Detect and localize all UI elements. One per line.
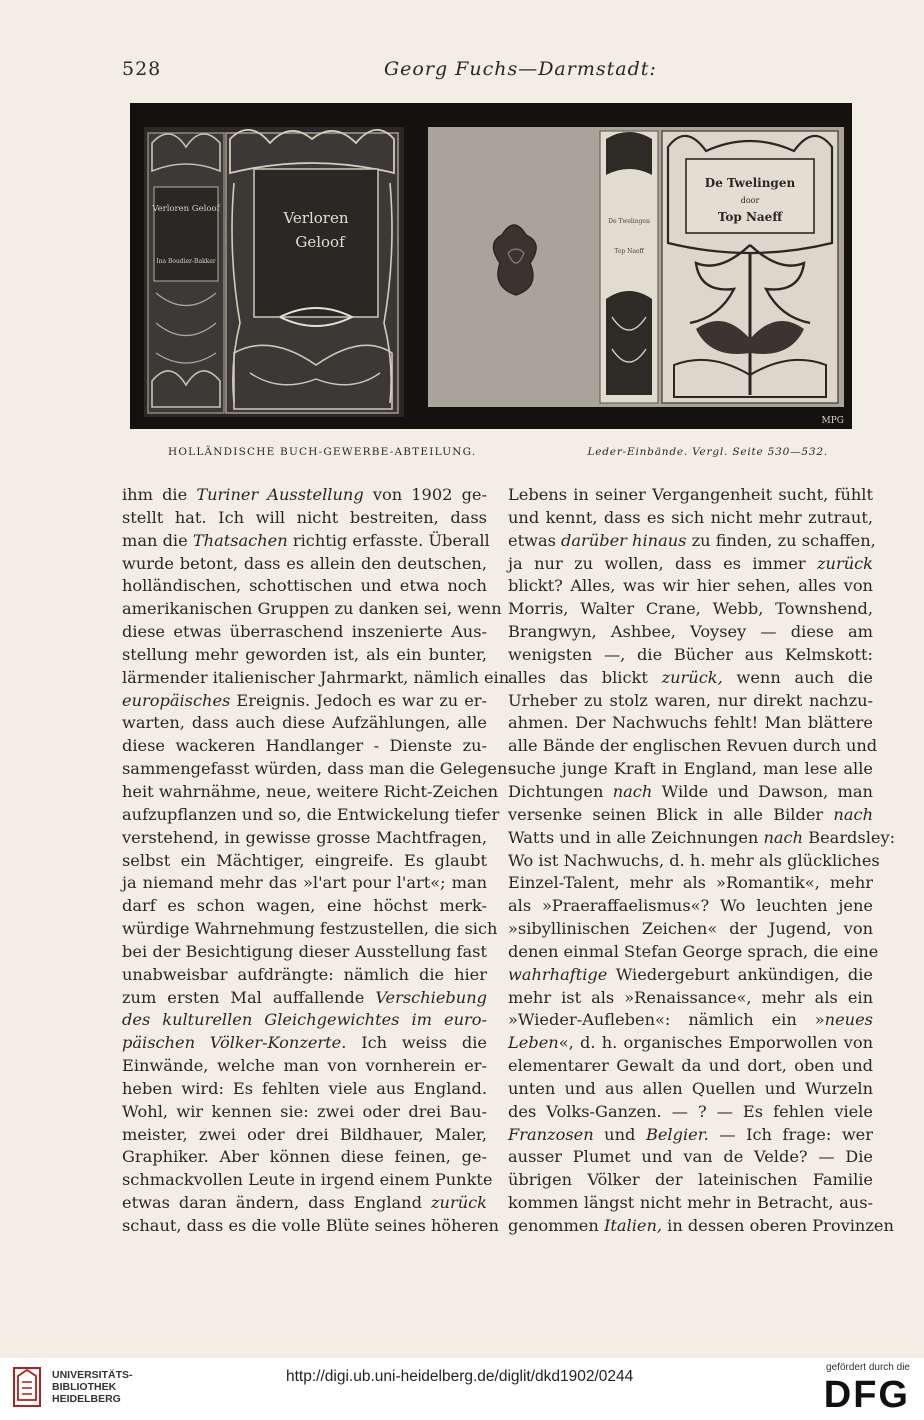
text-run: Ereignis. Jedoch es war zu er-: [230, 690, 487, 710]
text-line: [122, 1055, 487, 1078]
book2-title-line2: door: [740, 196, 760, 205]
funding-note: gefördert durch die: [826, 1362, 910, 1373]
text-run: — Ich frage: wer: [708, 1124, 873, 1144]
text-run: darf es schon wagen, eine höchst merk-: [122, 896, 487, 916]
book-back-cover: [434, 131, 596, 403]
text-line: [122, 758, 513, 781]
plate-caption: [168, 446, 828, 462]
text-run: würdige Wahrnehmung festzustellen, die sich: [122, 919, 498, 939]
text-line: [508, 758, 873, 781]
text-line: [122, 644, 487, 667]
library-name-line2: BIBLIOTHEK: [52, 1381, 117, 1393]
book-cover-de-twelingen: [662, 131, 838, 403]
text-run: lärmender italienischer Jahrmarkt, nämlich ein: [122, 667, 510, 687]
text-run: ja niemand mehr das »l'art pour l'art«; man: [122, 873, 487, 893]
dfg-logo: DFG: [823, 1374, 910, 1416]
text-line: [122, 575, 487, 598]
text-run: genommen: [508, 1216, 604, 1235]
text-line: [508, 850, 880, 873]
text-run: etwas daran ändern, dass England: [122, 1193, 431, 1213]
text-run: zum ersten Mal auffallende: [122, 987, 376, 1007]
book2-title-line1: De Twelingen: [704, 176, 796, 190]
text-line: [508, 1192, 873, 1215]
italic-run: päischen Völker-Konzerte.: [122, 1033, 347, 1053]
text-run: sammengefasst würden, dass man die Gelegen-: [122, 759, 513, 779]
text-run: Beardsley:: [803, 827, 896, 847]
text-run: verstehend, in gewisse grosse Machtfragen,: [122, 827, 487, 847]
text-line: [122, 1101, 487, 1124]
text-line: [508, 781, 873, 804]
text-run: unten und aus allen Quellen und Wurzeln: [508, 1078, 873, 1098]
text-line: [508, 804, 873, 827]
text-run: Wiedergeburt ankündigen, die: [607, 964, 873, 984]
book2-title-line3: Top Naeff: [717, 210, 783, 224]
italic-run: europäisches: [122, 690, 231, 710]
italic-run: Franzosen: [508, 1124, 594, 1144]
text-run: bei der Besichtigung dieser Ausstellung fast: [122, 941, 487, 961]
text-run: schaut, dass es die volle Blüte seines höheren: [122, 1216, 499, 1235]
text-line: [508, 530, 876, 553]
text-line: [508, 987, 873, 1010]
text-line: [122, 895, 487, 918]
text-line: [122, 1078, 487, 1101]
text-line: [122, 850, 487, 873]
text-run: blickt? Alles, was wir hier sehen, alles von: [508, 576, 873, 596]
text-run: Ich weiss die: [346, 1033, 487, 1053]
text-run: ausser Plumet und van de Velde? — Die: [508, 1147, 873, 1167]
page-header: [122, 58, 802, 88]
text-run: diese wackeren Handlanger - Dienste zu-: [122, 736, 487, 756]
text-run: und kennt, dass es sich nicht mehr zutraut,: [508, 507, 873, 527]
text-run: richtig erfasste. Überall: [287, 530, 490, 550]
text-run: Urheber zu stolz waren, nur direkt nachzu-: [508, 690, 873, 710]
text-run: ahmen. Der Nachwuchs fehlt! Man blättere: [508, 713, 873, 733]
text-run: denen einmal Stefan George sprach, die eine: [508, 941, 879, 961]
text-line: [122, 1146, 487, 1169]
text-line: [122, 484, 487, 507]
text-line: [122, 735, 487, 758]
text-run: Wilde und Dawson, man: [652, 781, 873, 801]
text-line: [508, 1215, 894, 1238]
text-column-left: [122, 484, 513, 1238]
italic-run: Belgier.: [645, 1124, 709, 1144]
text-run: wenn auch die: [722, 667, 873, 687]
svg-text:Top Naeff: Top Naeff: [614, 248, 644, 255]
text-line: [122, 553, 487, 576]
text-run: übrigen Völker der lateinischen Familie: [508, 1170, 873, 1190]
text-line: [508, 1078, 873, 1101]
italic-run: nach: [833, 804, 873, 824]
italic-run: Turiner Ausstellung: [196, 485, 364, 504]
text-line: [122, 781, 499, 804]
text-run: mehr ist als »Renaissance«, mehr als ein: [508, 987, 873, 1007]
text-line: [122, 964, 487, 987]
text-run: Graphiker. Aber können diese feinen, ge-: [122, 1147, 487, 1167]
text-run: Dichtungen: [508, 781, 613, 801]
text-run: kommen längst nicht mehr in Betracht, aus-: [508, 1193, 873, 1213]
text-line: [122, 1192, 487, 1215]
italic-run: neues: [824, 1010, 873, 1030]
text-line: [122, 1169, 493, 1192]
illustration-plate: [130, 103, 852, 429]
text-run: »sibyllinischen Zeichen« der Jugend, von: [508, 919, 873, 939]
text-run: Lebens in seiner Vergangenheit sucht, fühlt: [508, 485, 873, 504]
text-line: [122, 690, 487, 713]
italic-run: wahrhaftige: [508, 964, 608, 984]
text-run: etwas: [508, 530, 562, 550]
text-run: wurde betont, dass es allein den deutschen,: [122, 553, 487, 573]
text-line: [122, 872, 487, 895]
text-run: Morris, Walter Crane, Webb, Townshend,: [508, 599, 873, 619]
text-run: und: [593, 1124, 646, 1144]
text-line: [122, 827, 487, 850]
caption-right: Leder-Einbände. Vergl. Seite 530—532.: [587, 446, 828, 458]
text-run: alle Bände der englischen Revuen durch und: [508, 736, 878, 756]
text-line: [508, 964, 873, 987]
text-line: [508, 621, 873, 644]
svg-text:De Twelingen: De Twelingen: [608, 218, 650, 225]
page-number: 528: [122, 58, 162, 80]
book-spine-left: [148, 133, 224, 413]
text-run: suche junge Kraft in England, man lese alle: [508, 759, 873, 779]
text-column-right: [508, 484, 896, 1238]
text-run: Watts und in alle Zeichnungen: [508, 827, 764, 847]
text-line: [122, 712, 487, 735]
text-line: [122, 1124, 487, 1147]
text-run: »Wieder-Aufleben«: nämlich ein »: [508, 1010, 825, 1030]
text-line: [508, 712, 873, 735]
text-run: zu finden, zu schaffen,: [686, 530, 876, 550]
university-library-logo-icon: [12, 1366, 42, 1408]
text-line: [122, 1215, 499, 1238]
text-line: [508, 941, 879, 964]
text-line: [508, 553, 873, 576]
text-run: von 1902 ge-: [363, 485, 487, 504]
text-line: [508, 1032, 873, 1055]
text-line: [508, 827, 896, 850]
engraver-signature: MPG: [821, 416, 844, 426]
text-run: diese etwas überraschend inszenierte Aus-: [122, 622, 487, 642]
text-run: schmackvollen Leute in irgend einem Punkte: [122, 1170, 493, 1190]
text-line: [508, 735, 878, 758]
digitization-footer: [0, 1358, 924, 1420]
text-line: [508, 918, 873, 941]
text-run: ja nur zu wollen, dass es immer: [508, 553, 817, 573]
text-run: meister, zwei oder drei Bildhauer, Maler,: [122, 1124, 487, 1144]
text-run: versenke seinen Blick in alle Bilder: [508, 804, 834, 824]
text-line: [122, 987, 487, 1010]
text-line: [122, 507, 487, 530]
text-run: Einzel-Talent, mehr als »Romantik«, mehr: [508, 873, 873, 893]
library-name-line1: UNIVERSITÄTS-: [52, 1369, 133, 1381]
italic-run: nach: [612, 781, 653, 801]
text-run: heben wird: Es fehlten viele aus England.: [122, 1078, 487, 1098]
text-run: alles das blickt: [508, 667, 662, 687]
svg-text:Ina Boudier-Bakker: Ina Boudier-Bakker: [156, 258, 216, 265]
italic-run: Thatsachen: [192, 530, 288, 550]
text-line: [122, 1009, 487, 1032]
text-run: ihm die: [122, 485, 197, 504]
text-line: [122, 598, 502, 621]
text-line: [122, 1032, 487, 1055]
italic-run: Italien,: [603, 1216, 663, 1235]
text-line: [508, 690, 873, 713]
italic-run: zurück,: [661, 667, 723, 687]
italic-run: zurück: [817, 553, 873, 573]
text-run: Brangwyn, Ashbee, Voysey — diese am: [508, 622, 873, 642]
italic-run: nach: [763, 827, 804, 847]
text-line: [122, 918, 498, 941]
text-line: [122, 621, 487, 644]
text-line: [508, 507, 873, 530]
text-run: als »Praeraffaelismus«? Wo leuchten jene: [508, 896, 873, 916]
book1-title-line1: Verloren: [283, 209, 349, 227]
caption-left: HOLLÄNDISCHE BUCH-GEWERBE-ABTEILUNG.: [168, 446, 477, 458]
svg-text:Verloren Geloof: Verloren Geloof: [152, 204, 220, 214]
text-run: selbst ein Mächtiger, eingreife. Es glaubt: [122, 850, 487, 870]
running-head: Georg Fuchs—Darmstadt:: [384, 58, 657, 80]
library-name-line3: HEIDELBERG: [52, 1393, 121, 1405]
text-line: [508, 667, 873, 690]
text-run: in dessen oberen Provinzen: [662, 1216, 894, 1235]
text-line: [508, 1169, 873, 1192]
library-name: [52, 1369, 133, 1405]
italic-run: Verschiebung: [375, 987, 487, 1007]
text-line: [508, 1124, 873, 1147]
text-line: [508, 872, 873, 895]
text-run: Einwände, welche man von vornherein er-: [122, 1056, 487, 1076]
book1-title-line2: Geloof: [295, 233, 345, 251]
text-run: stellung mehr geworden ist, als ein bunter,: [122, 644, 487, 664]
text-run: Wohl, wir kennen sie: zwei oder drei Bau-: [122, 1101, 487, 1121]
text-run: Wo ist Nachwuchs, d. h. mehr als glückliches: [508, 850, 880, 870]
bookbinding-photograph: [130, 103, 852, 429]
text-line: [508, 1055, 873, 1078]
text-line: [122, 667, 510, 690]
text-run: «, d. h. organisches Emporwollen von: [558, 1033, 873, 1053]
text-line: [508, 895, 873, 918]
text-line: [508, 1009, 873, 1032]
text-run: unabweisbar aufdrängte: nämlich die hier: [122, 964, 487, 984]
italic-run: des kulturellen Gleichgewichtes im euro-: [122, 1010, 487, 1030]
text-line: [508, 1146, 873, 1169]
text-run: man die: [122, 530, 193, 550]
text-line: [508, 575, 873, 598]
source-url-link[interactable]: http://digi.ub.uni-heidelberg.de/diglit/dkd1902/0244: [286, 1368, 634, 1385]
book-spine-right: [600, 131, 658, 403]
text-run: aufzupflanzen und so, die Entwickelung tiefer: [122, 804, 500, 824]
text-line: [122, 804, 500, 827]
italic-run: zurück: [431, 1193, 487, 1213]
text-run: des Volks-Ganzen. — ? — Es fehlen viele: [508, 1101, 873, 1121]
italic-run: Leben: [508, 1033, 559, 1053]
text-line: [508, 1101, 873, 1124]
text-run: wenigsten —, die Bücher aus Kelmskott:: [508, 644, 873, 664]
text-line: [122, 530, 490, 553]
italic-run: darüber hinaus: [561, 530, 687, 550]
text-line: [508, 598, 873, 621]
text-run: heit wahrnähme, neue, weitere Richt-Zeichen: [122, 781, 499, 801]
text-line: [122, 941, 487, 964]
text-run: elementarer Gewalt da und dort, oben und: [508, 1056, 873, 1076]
text-run: amerikanischen Gruppen zu danken sei, wenn: [122, 599, 502, 619]
text-line: [508, 484, 873, 507]
text-line: [508, 644, 873, 667]
book-cover-verloren-geloof: [226, 130, 398, 413]
text-run: warten, dass auch diese Aufzählungen, alle: [122, 713, 487, 733]
text-run: stellt hat. Ich will nicht bestreiten, dass: [122, 507, 487, 527]
text-run: holländischen, schottischen und etwa noch: [122, 576, 487, 596]
